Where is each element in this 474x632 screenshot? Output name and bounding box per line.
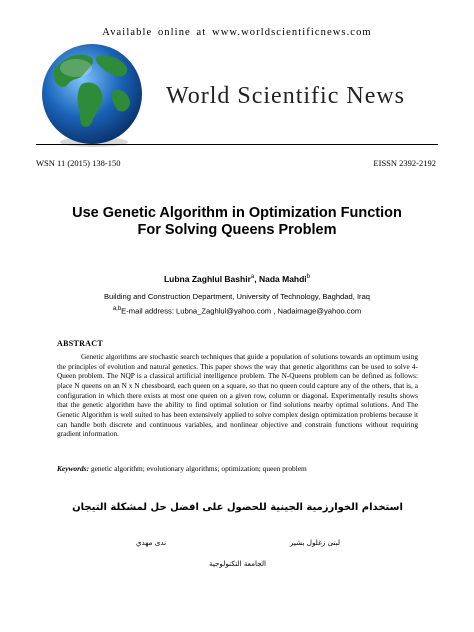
affiliation-mark: a,b	[112, 306, 122, 312]
arabic-author-name: لبنى زغلول بشير	[289, 538, 341, 547]
abstract-body: Genetic algorithms are stochastic search techniques that guide a population of solutions towards an optimum using the principles of evolution and natural genetics. This paper shows the way that genetic algorithms can be used to solve 4-Queen problem. The NQP is a classical artificial intelligence problem. The N-Queens problem can be defined as follows: place N queens on an N x N chessboard, each queen on a square, so that no queen could capture any of the others, that is, a configuration in which there exists at most one queen on a given row, column or diagonal. Experimentally results shows that the genetic algorithm have the ability to find optimal solution or find solutions nearby optimal solutions. And The Genetic Algorithm is well suited to has been extensively applied to solve complex design optimization problems because it can handle both discrete and continuous variables, and nonlinear objective and constrain functions without requiring gradient information.	[57, 352, 418, 439]
keywords-text: genetic algorithm; evolutionary algorithms; optimization; queen problem	[89, 464, 307, 473]
keywords	[57, 464, 418, 474]
author-name: Lubna Zaghlul Bashir	[163, 274, 251, 284]
keywords-label: Keywords:	[57, 464, 90, 473]
arabic-affiliation: الجامعة التكنولوجية	[208, 559, 267, 568]
affiliation-mark: b	[306, 274, 311, 281]
author-list	[0, 274, 474, 284]
availability-line: Available online at www.worldscientificnews.com	[102, 27, 372, 38]
affiliation: Building and Construction Department, University of Technology, Baghdad, Iraq	[103, 292, 371, 301]
email-line	[0, 306, 474, 316]
header-divider	[36, 144, 438, 145]
affiliation-mark: a	[250, 274, 255, 281]
citation: WSN 11 (2015) 138-150	[36, 158, 121, 168]
email-addresses: E-mail address: Lubna_Zaghlul@yahoo.com , Nadaimage@yahoo.com	[121, 306, 362, 316]
eissn: EISSN 2392-2192	[373, 158, 436, 168]
arabic-title: استخدام الخوارزمية الجينية للحصول على افضل حل لمشكلة التيجان	[72, 502, 403, 513]
author-separator: ,	[254, 274, 259, 284]
paper-title	[50, 205, 424, 239]
journal-title: World Scientific News	[166, 83, 406, 109]
abstract-heading: ABSTRACT	[57, 339, 103, 348]
author-name: Nada Mahdi	[258, 274, 307, 284]
paper-title-line-1: Use Genetic Algorithm in Optimization Function	[72, 205, 402, 221]
paper-title-line-2: For Solving Queens Problem	[137, 222, 337, 238]
globe-icon	[36, 38, 148, 150]
arabic-author-name: ندى مهدي	[135, 538, 167, 547]
